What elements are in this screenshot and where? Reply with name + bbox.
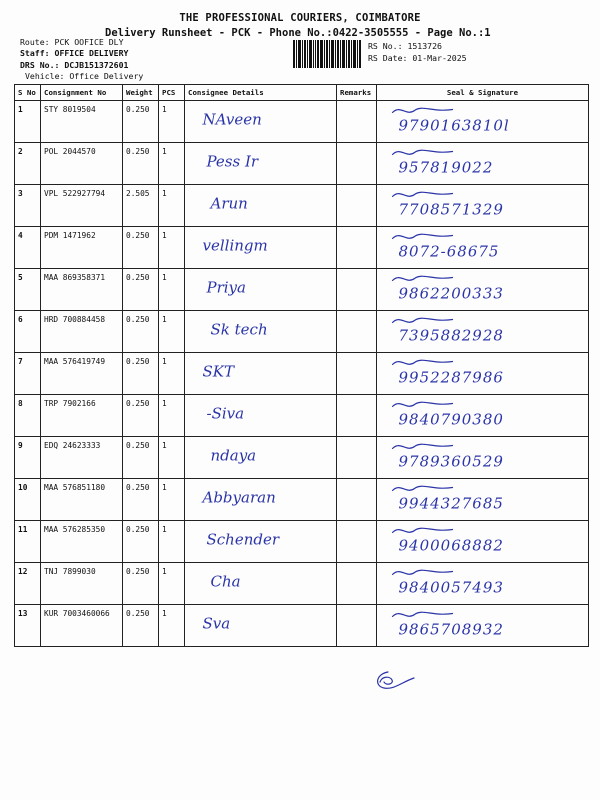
cell-signature [377,437,589,479]
handwritten-consignee: Abbyaran [202,488,276,507]
cell-sno: 3 [15,185,41,227]
drs-label: DRS No.: [20,60,60,70]
cell-signature [377,353,589,395]
route-value: PCK OOFICE DLY [54,37,124,47]
cell-signature [377,479,589,521]
staff-label: Staff: [20,48,50,58]
cell-remarks [337,605,377,647]
cell-consignment-no: VPL 522927794 [41,185,123,227]
cell-signature [377,227,589,269]
cell-sno: 5 [15,269,41,311]
handwritten-phone: 7708571329 [398,200,504,219]
cell-pcs: 1 [159,101,185,143]
cell-sno: 8 [15,395,41,437]
table-row [15,563,589,605]
cell-sno: 4 [15,227,41,269]
table-row [15,227,589,269]
cell-signature [377,101,589,143]
handwritten-consignee: ndaya [210,446,257,465]
handwritten-phone: 9840057493 [398,578,504,597]
rs-no-line [368,42,442,50]
cell-consignee [185,143,337,185]
cell-weight: 0.250 [123,479,159,521]
cell-consignee [185,605,337,647]
handwritten-phone: 9400068882 [398,536,504,555]
cell-consignment-no: PDM 1471962 [41,227,123,269]
col-consignee: Consignee Details [185,85,337,101]
cell-pcs: 1 [159,185,185,227]
cell-weight: 0.250 [123,101,159,143]
handwritten-phone: 957819022 [398,158,494,177]
drs-value: DCJB151372601 [64,60,129,70]
cell-signature [377,143,589,185]
rs-no-label: RS No.: [368,41,403,51]
cell-consignee [185,185,337,227]
cell-consignment-no: MAA 869358371 [41,269,123,311]
cell-sno: 6 [15,311,41,353]
cell-sno: 9 [15,437,41,479]
cell-weight: 2.505 [123,185,159,227]
cell-consignee [185,479,337,521]
cell-weight: 0.250 [123,521,159,563]
col-consignment: Consignment No [41,85,123,101]
cell-consignment-no: MAA 576419749 [41,353,123,395]
cell-pcs: 1 [159,437,185,479]
cell-remarks [337,437,377,479]
handwritten-phone: 9952287986 [398,368,504,387]
cell-consignee [185,311,337,353]
cell-consignment-no: EDQ 24623333 [41,437,123,479]
table-row [15,311,589,353]
vehicle-label: Vehicle: [25,71,65,81]
cell-consignee [185,101,337,143]
handwritten-phone: 9790163810l [398,116,510,135]
cell-consignment-no: MAA 576851180 [41,479,123,521]
runsheet-subtitle: Delivery Runsheet - PCK - Phone No.:0422-3505555 - Page No.:1 [105,27,491,39]
runsheet-table [14,84,589,647]
col-remarks: Remarks [337,85,377,101]
cell-consignment-no: MAA 576285350 [41,521,123,563]
vehicle-line [25,72,143,80]
cell-pcs: 1 [159,143,185,185]
cell-consignment-no: HRD 700884458 [41,311,123,353]
rs-no-value: 1513726 [407,41,442,51]
cell-weight: 0.250 [123,605,159,647]
cell-signature [377,311,589,353]
handwritten-consignee: Cha [210,572,241,591]
staff-line [20,49,128,57]
drs-line [20,61,128,69]
cell-consignee [185,521,337,563]
cell-sno: 7 [15,353,41,395]
cell-consignee [185,227,337,269]
handwritten-consignee: Arun [210,194,248,213]
col-sno: S No [15,85,41,101]
handwritten-consignee: Sk tech [210,320,268,339]
cell-consignment-no: TNJ 7899030 [41,563,123,605]
cell-signature [377,269,589,311]
scribble-mark [368,664,418,694]
table-row [15,143,589,185]
cell-consignee [185,395,337,437]
cell-weight: 0.250 [123,353,159,395]
handwritten-consignee: Priya [206,278,246,297]
cell-remarks [337,311,377,353]
cell-remarks [337,227,377,269]
cell-weight: 0.250 [123,563,159,605]
cell-pcs: 1 [159,479,185,521]
cell-consignment-no: KUR 7003460066 [41,605,123,647]
cell-remarks [337,521,377,563]
handwritten-phone: 9865708932 [398,620,504,639]
cell-sno: 2 [15,143,41,185]
cell-consignment-no: STY 8019504 [41,101,123,143]
cell-pcs: 1 [159,227,185,269]
handwritten-consignee: Pess Ir [206,152,259,171]
cell-weight: 0.250 [123,311,159,353]
handwritten-consignee: NAveen [202,110,262,129]
cell-remarks [337,101,377,143]
table-row [15,395,589,437]
cell-weight: 0.250 [123,395,159,437]
company-title: THE PROFESSIONAL COURIERS, COIMBATORE [179,12,421,24]
cell-sno: 1 [15,101,41,143]
cell-pcs: 1 [159,605,185,647]
table-row [15,479,589,521]
cell-remarks [337,185,377,227]
cell-pcs: 1 [159,521,185,563]
cell-weight: 0.250 [123,437,159,479]
cell-sno: 11 [15,521,41,563]
table-row [15,185,589,227]
cell-consignee [185,353,337,395]
cell-remarks [337,269,377,311]
route-line [20,38,124,46]
handwritten-consignee: SKT [202,362,234,381]
table-row [15,353,589,395]
col-signature: Seal & Signature [377,85,589,101]
cell-signature [377,605,589,647]
table-row [15,437,589,479]
handwritten-phone: 9944327685 [398,494,504,513]
cell-remarks [337,143,377,185]
cell-remarks [337,395,377,437]
cell-remarks [337,353,377,395]
cell-remarks [337,479,377,521]
barcode-image [293,40,361,68]
cell-consignment-no: TRP 7902166 [41,395,123,437]
table-row [15,101,589,143]
cell-pcs: 1 [159,395,185,437]
cell-consignee [185,563,337,605]
cell-weight: 0.250 [123,227,159,269]
cell-consignment-no: POL 2044570 [41,143,123,185]
cell-sno: 10 [15,479,41,521]
handwritten-phone: 9789360529 [398,452,504,471]
cell-signature [377,395,589,437]
handwritten-phone: 8072-68675 [398,242,500,261]
table-row [15,269,589,311]
cell-signature [377,185,589,227]
handwritten-consignee: vellingm [202,236,268,255]
col-weight: Weight [123,85,159,101]
cell-signature [377,521,589,563]
rs-date-value: 01-Mar-2025 [412,53,467,63]
cell-weight: 0.250 [123,269,159,311]
rs-date-line [368,54,467,62]
rs-date-label: RS Date: [368,53,408,63]
cell-consignee [185,269,337,311]
cell-signature [377,563,589,605]
table-row [15,521,589,563]
cell-sno: 13 [15,605,41,647]
handwritten-consignee: Sva [202,614,231,633]
cell-remarks [337,563,377,605]
table-header-row [15,85,589,101]
cell-pcs: 1 [159,311,185,353]
cell-consignee [185,437,337,479]
vehicle-value: Office Delivery [69,71,144,81]
handwritten-phone: 7395882928 [398,326,504,345]
cell-pcs: 1 [159,269,185,311]
cell-pcs: 1 [159,353,185,395]
route-label: Route: [20,37,50,47]
cell-pcs: 1 [159,563,185,605]
table-row [15,605,589,647]
col-pcs: PCS [159,85,185,101]
cell-sno: 12 [15,563,41,605]
handwritten-phone: 9862200333 [398,284,504,303]
handwritten-consignee: Schender [206,530,280,549]
staff-value: OFFICE DELIVERY [54,48,129,58]
handwritten-phone: 9840790380 [398,410,504,429]
handwritten-consignee: -Siva [206,404,245,423]
cell-weight: 0.250 [123,143,159,185]
